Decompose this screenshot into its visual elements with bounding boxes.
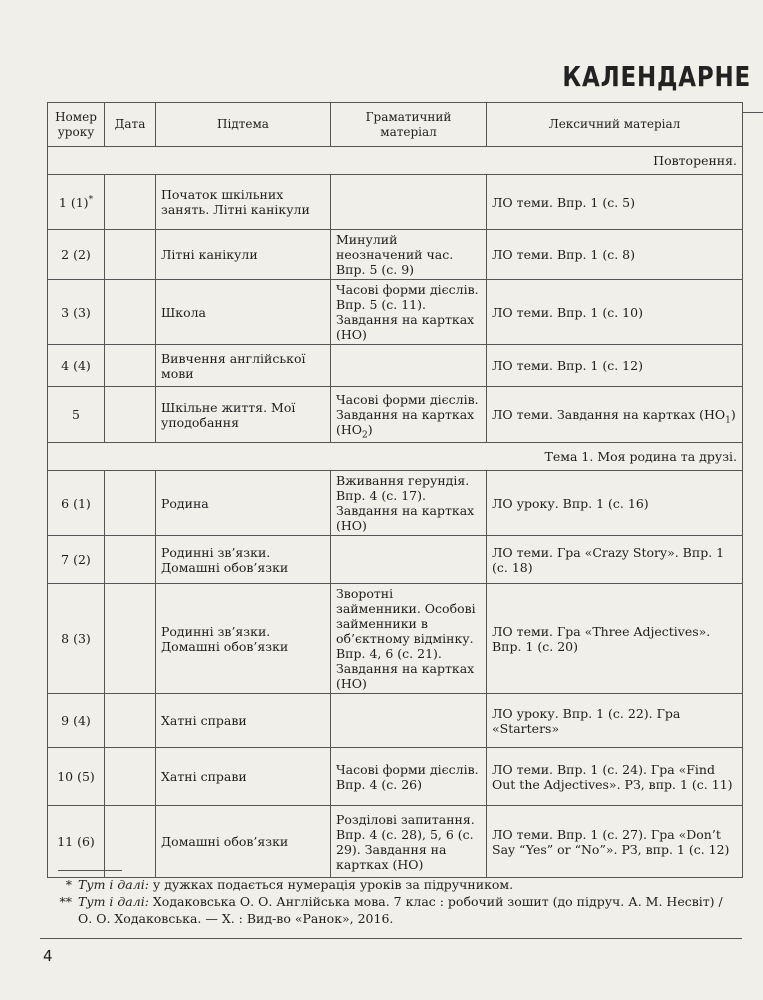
lesson-date [105, 387, 156, 443]
footnote-continuation: О. О. Ходаковська. — Х. : Вид-во «Ранок», 2016. [78, 911, 394, 926]
header-rule [742, 112, 763, 113]
lesson-date [105, 536, 156, 584]
lesson-subtopic: Родина [156, 471, 331, 536]
lesson-subtopic: Хатні справи [156, 694, 331, 748]
lesson-date [105, 280, 156, 345]
table-row [48, 536, 743, 584]
lesson-date [105, 471, 156, 536]
table-header-row [48, 103, 743, 147]
lesson-date [105, 584, 156, 694]
lesson-number: 2 (2) [48, 230, 105, 280]
lesson-subtopic: Початок шкільних занять. Літні канікули [156, 175, 331, 230]
lesson-number: 3 (3) [48, 280, 105, 345]
lesson-lexical: ЛО теми. Впр. 1 (с. 27). Гра «Don’t Say “Yes” or “No”». РЗ, впр. 1 (с. 12) [487, 806, 743, 878]
lesson-subtopic: Літні канікули [156, 230, 331, 280]
lesson-lexical: ЛО теми. Завдання на картках $(НО_1)$ [487, 387, 743, 443]
footnote-mark: ** [59, 894, 72, 909]
section-row [48, 443, 743, 471]
table-row [48, 345, 743, 387]
footnote [50, 893, 750, 910]
page-number: 4 [43, 947, 53, 965]
lesson-subtopic: Родинні зв’язки. Домашні обов’язки [156, 584, 331, 694]
lesson-grammar: Часові форми дієслів. Впр. 5 (с. 11). Завдання на картках (НО) [331, 280, 487, 345]
lesson-grammar: Зворотні займенники. Особові займенники в об’єктному відмінку. Впр. 4, 6 (с. 21). Завдання на картках (НО) [331, 584, 487, 694]
lesson-grammar: Вживання герундія. Впр. 4 (с. 17). Завдання на картках (НО) [331, 471, 487, 536]
lesson-date [105, 694, 156, 748]
lesson-lexical: ЛО теми. Впр. 1 (с. 8) [487, 230, 743, 280]
header-subtopic: Підтема [156, 103, 331, 147]
table-row [48, 230, 743, 280]
lesson-lexical: ЛО уроку. Впр. 1 (с. 16) [487, 471, 743, 536]
header-lesson-no: Номер уроку [48, 103, 105, 147]
lesson-date [105, 806, 156, 878]
lesson-number: 9 (4) [48, 694, 105, 748]
lesson-grammar [331, 694, 487, 748]
lesson-date [105, 748, 156, 806]
lesson-lexical: ЛО теми. Гра «Three Adjectives». Впр. 1 (с. 20) [487, 584, 743, 694]
lesson-subtopic: Вивчення англійської мови [156, 345, 331, 387]
footnotes [50, 876, 750, 927]
lesson-grammar [331, 345, 487, 387]
lesson-grammar: Часові форми дієслів. Завдання на картках $(НО_2)$ [331, 387, 487, 443]
calendar-table [47, 102, 743, 878]
header-grammar: Граматичний матеріал [331, 103, 487, 147]
lesson-number: 10 (5) [48, 748, 105, 806]
table-row [48, 584, 743, 694]
lesson-grammar [331, 175, 487, 230]
lesson-lexical: ЛО теми. Гра «Crazy Story». Впр. 1 (с. 18) [487, 536, 743, 584]
lesson-number: 1 (1)* [48, 175, 105, 230]
section-title: Повторення. [48, 147, 743, 175]
lesson-subtopic: Родинні зв’язки. Домашні обов’язки [156, 536, 331, 584]
header-lexical: Лексичний матеріал [487, 103, 743, 147]
table-row [48, 748, 743, 806]
lesson-date [105, 345, 156, 387]
lesson-grammar [331, 536, 487, 584]
lesson-lexical: ЛО теми. Впр. 1 (с. 12) [487, 345, 743, 387]
table-row [48, 806, 743, 878]
lesson-number: 4 (4) [48, 345, 105, 387]
lesson-subtopic: Шкільне життя. Мої уподобання [156, 387, 331, 443]
lesson-number: 7 (2) [48, 536, 105, 584]
lesson-date [105, 230, 156, 280]
lesson-subtopic: Хатні справи [156, 748, 331, 806]
footnote-mark: * [65, 877, 72, 892]
table-row [48, 471, 743, 536]
header-date: Дата [105, 103, 156, 147]
lesson-grammar: Минулий неозначений час. Впр. 5 (с. 9) [331, 230, 487, 280]
lesson-lexical: ЛО теми. Впр. 1 (с. 5) [487, 175, 743, 230]
footnote-text: Тут і далі: Ходаковська О. О. Англійська мова. 7 клас : робочий зошит (до підруч. А. М. Несвіт) / [78, 894, 723, 909]
section-row [48, 147, 743, 175]
bottom-rule [40, 938, 742, 939]
footnote [50, 876, 750, 893]
lesson-date [105, 175, 156, 230]
lesson-lexical: ЛО теми. Впр. 1 (с. 10) [487, 280, 743, 345]
section-title: Тема 1. Моя родина та друзі. [48, 443, 743, 471]
table-row [48, 694, 743, 748]
table-row [48, 175, 743, 230]
lesson-number: 5 [48, 387, 105, 443]
table-row [48, 387, 743, 443]
footnote-rule [58, 870, 122, 871]
footnote-text: Тут і далі: у дужках подається нумерація уроків за підручником. [78, 877, 514, 892]
lesson-number: 8 (3) [48, 584, 105, 694]
page-title: КАЛЕНДАРНЕ [562, 60, 751, 93]
lesson-lexical: ЛО уроку. Впр. 1 (с. 22). Гра «Starters» [487, 694, 743, 748]
lesson-number: 11 (6) [48, 806, 105, 878]
lesson-lexical: ЛО теми. Впр. 1 (с. 24). Гра «Find Out the Adjectives». РЗ, впр. 1 (с. 11) [487, 748, 743, 806]
lesson-number: 6 (1) [48, 471, 105, 536]
lesson-subtopic: Домашні обов’язки [156, 806, 331, 878]
lesson-grammar: Часові форми дієслів. Впр. 4 (с. 26) [331, 748, 487, 806]
table-row [48, 280, 743, 345]
lesson-subtopic: Школа [156, 280, 331, 345]
lesson-grammar: Розділові запитання. Впр. 4 (с. 28), 5, 6 (с. 29). Завдання на картках (НО) [331, 806, 487, 878]
